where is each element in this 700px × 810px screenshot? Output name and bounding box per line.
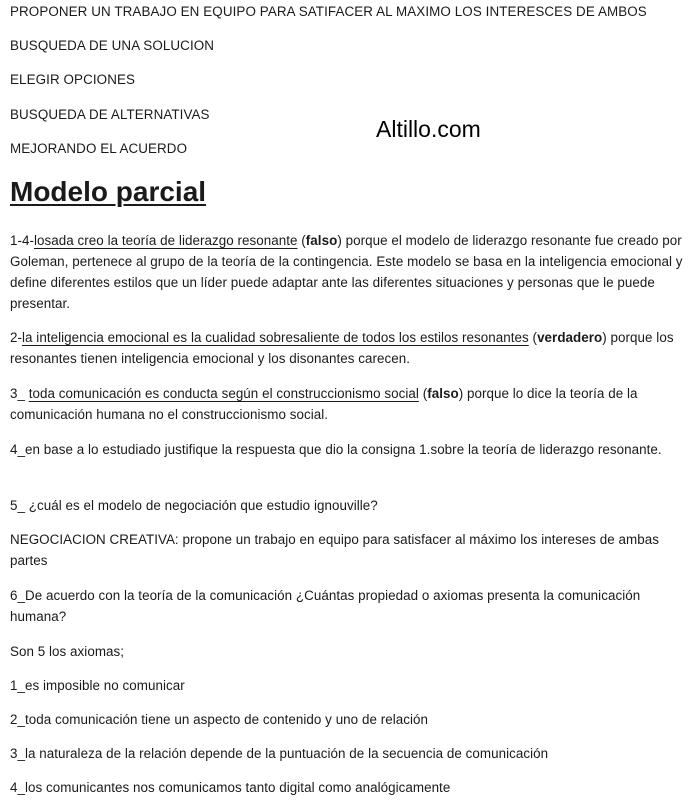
question-3-statement: toda comunicación es conducta según el construccionismo social (28, 386, 419, 401)
question-2-prefix: 2- (10, 330, 23, 345)
question-4: 4_en base a lo estudiado justifique la respuesta que dio la consigna 1.sobre la teoría de liderazgo resonante. (10, 442, 662, 457)
top-line-2: BUSQUEDA DE UNA SOLUCION (10, 38, 215, 53)
watermark: Altillo.com (376, 116, 481, 142)
top-line-4: BUSQUEDA DE ALTERNATIVAS (10, 107, 210, 122)
question-1-explanation: ) porque el modelo de liderazgo resonante fue creado por Goleman, pertenece al grupo de la teoría de la contingencia. Este modelo se basa en la inteligencia emocional y define diferentes estilos que un líder puede adaptar ante las diferentes situaciones y personas que le puede presentar. (10, 233, 683, 311)
axiom-2: 2_toda comunicación tiene un aspecto de contenido y uno de relación (10, 712, 429, 727)
answer-6-intro: Son 5 los axiomas; (10, 644, 125, 659)
question-1-prefix: 1-4- (10, 233, 35, 248)
page-title: Modelo parcial (10, 176, 207, 207)
question-2-answer: verdadero (537, 330, 603, 345)
question-1-statement: losada creo la teoría de liderazgo resonante (34, 233, 298, 248)
question-2-statement: la inteligencia emocional es la cualidad sobresaliente de todos los estilos resonantes (22, 330, 529, 345)
question-1-answer: falso (305, 233, 338, 248)
axiom-4: 4_los comunicantes nos comunicamos tanto digital como analógicamente (10, 780, 451, 795)
axiom-1: 1_es imposible no comunicar (10, 678, 185, 693)
top-line-3: ELEGIR OPCIONES (10, 72, 136, 87)
question-3-explanation: ) porque lo dice la teoría de la comunicación humana no el construccionismo social. (10, 386, 638, 422)
question-3-prefix: 3_ (10, 386, 29, 401)
question-3: 3_ toda comunicación es conducta según el construccionismo social (falso) porque lo dice la teoría de la comunicación humana no el construccionismo social. (10, 386, 638, 422)
question-1: 1-4-losada creo la teoría de liderazgo resonante (falso) porque el modelo de liderazgo resonante fue creado por Goleman, pertenece al grupo de la teoría de la contingencia. Este modelo se basa en la inteligencia emocional y define diferentes estilos que un líder puede adaptar ante las diferentes situaciones y personas que le puede presentar. (10, 233, 683, 311)
question-2-explanation: ) porque los resonantes tienen inteligencia emocional y los disonantes carecen. (10, 330, 674, 366)
top-line-1: PROPONER UN TRABAJO EN EQUIPO PARA SATIFACER AL MAXIMO LOS INTERESCES DE AMBOS (10, 4, 647, 19)
answer-5: NEGOCIACION CREATIVA: propone un trabajo en equipo para satisfacer al máximo los intereses de ambas partes (10, 532, 659, 568)
axiom-3: 3_la naturaleza de la relación depende de la puntuación de la secuencia de comunicación (10, 746, 549, 761)
question-6: 6_De acuerdo con la teoría de la comunicación ¿Cuántas propiedad o axiomas presenta la comunicación humana? (10, 588, 641, 624)
top-line-5: MEJORANDO EL ACUERDO (10, 141, 188, 156)
question-5: 5_ ¿cuál es el modelo de negociación que estudio ignouville? (10, 498, 378, 513)
question-2: 2-la inteligencia emocional es la cualidad sobresaliente de todos los estilos resonantes (verdadero) porque los resonantes tienen inteligencia emocional y los disonantes carecen. (10, 330, 674, 366)
question-3-answer: falso (427, 386, 459, 401)
